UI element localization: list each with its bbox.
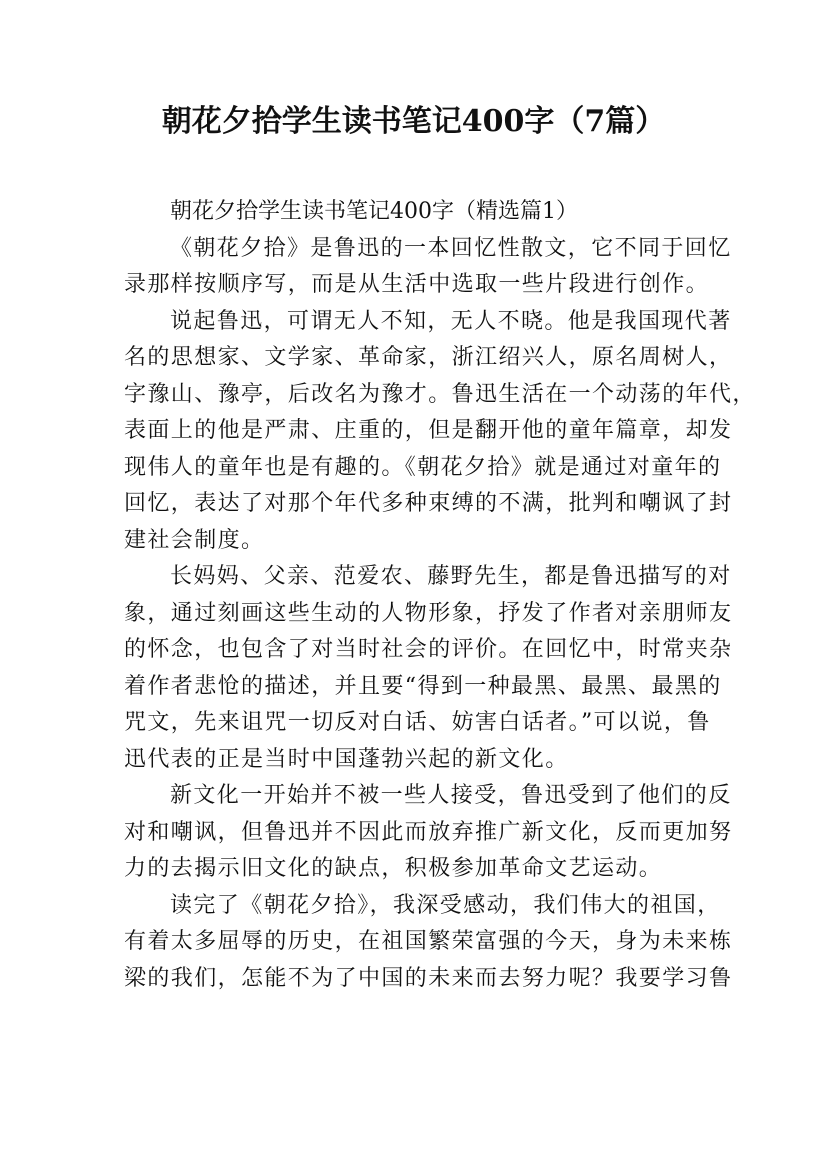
paragraph-line: 说起鲁迅，可谓无人不知，无人不晓。他是我国现代著 (170, 308, 732, 334)
paragraph-line: 新文化一开始并不被一些人接受，鲁迅受到了他们的反 (170, 783, 732, 808)
section-heading: 朝花夕拾学生读书笔记400字（精选篇1） (170, 199, 578, 224)
paragraph-line: 录那样按顺序写，而是从生活中选取一些片段进行创作。 (124, 272, 710, 297)
paragraph-line: 建社会制度。 (124, 527, 265, 553)
paragraph-line: 字豫山、豫亭，后改名为豫才。鲁迅生活在一个动荡的年代， (124, 381, 756, 407)
document-body (124, 194, 756, 997)
document-title: 朝花夕拾学生读书笔记400字（7篇） (161, 104, 666, 139)
paragraph-line: 咒文，先来诅咒一切反对白话、妨害白话者。”可以说，鲁 (124, 710, 711, 735)
paragraph-1 (124, 231, 732, 304)
paragraph-line: 有着太多屈辱的历史，在祖国繁荣富强的今天，身为未来栋 (124, 929, 733, 954)
paragraph-line: 迅代表的正是当时中国蓬勃兴起的新文化。 (124, 746, 569, 772)
paragraph-5 (124, 888, 733, 998)
paragraph-3 (124, 559, 733, 778)
paragraph-line: 现伟人的童年也是有趣的。《朝花夕拾》就是通过对童年的 (124, 454, 722, 480)
paragraph-4 (124, 778, 733, 888)
paragraph-2 (124, 304, 756, 560)
paragraph-line: 力的去揭示旧文化的缺点，积极参加革命文艺运动。 (124, 856, 663, 881)
paragraph-line: 象，通过刻画这些生动的人物形象，抒发了作者对亲朋师友 (124, 600, 733, 626)
paragraph-line: 的怀念，也包含了对当时社会的评价。在回忆中，时常夹杂 (124, 637, 733, 662)
paragraph-line: 表面上的他是严肃、庄重的，但是翻开他的童年篇章，却发 (124, 418, 733, 443)
paragraph-line: 对和嘲讽，但鲁迅并不因此而放弃推广新文化，反而更加努 (124, 819, 733, 845)
paragraph-line: 《朝花夕拾》是鲁迅的一本回忆性散文，它不同于回忆 (170, 235, 732, 261)
paragraph-line: 读完了《朝花夕拾》，我深受感动，我们伟大的祖国， (170, 892, 721, 918)
paragraph-line: 长妈妈、父亲、范爱农、藤野先生，都是鲁迅描写的对 (170, 564, 732, 589)
paragraph-line: 梁的我们，怎能不为了中国的未来而去努力呢？我要学习鲁 (124, 965, 733, 991)
paragraph-line: 着作者悲怆的描述，并且要“得到一种最黑、最黑、最黑的 (124, 673, 722, 699)
paragraph-line: 名的思想家、文学家、革命家，浙江绍兴人，原名周树人， (124, 345, 733, 370)
paragraph-line: 回忆，表达了对那个年代多种束缚的不满，批判和嘲讽了封 (124, 491, 733, 516)
